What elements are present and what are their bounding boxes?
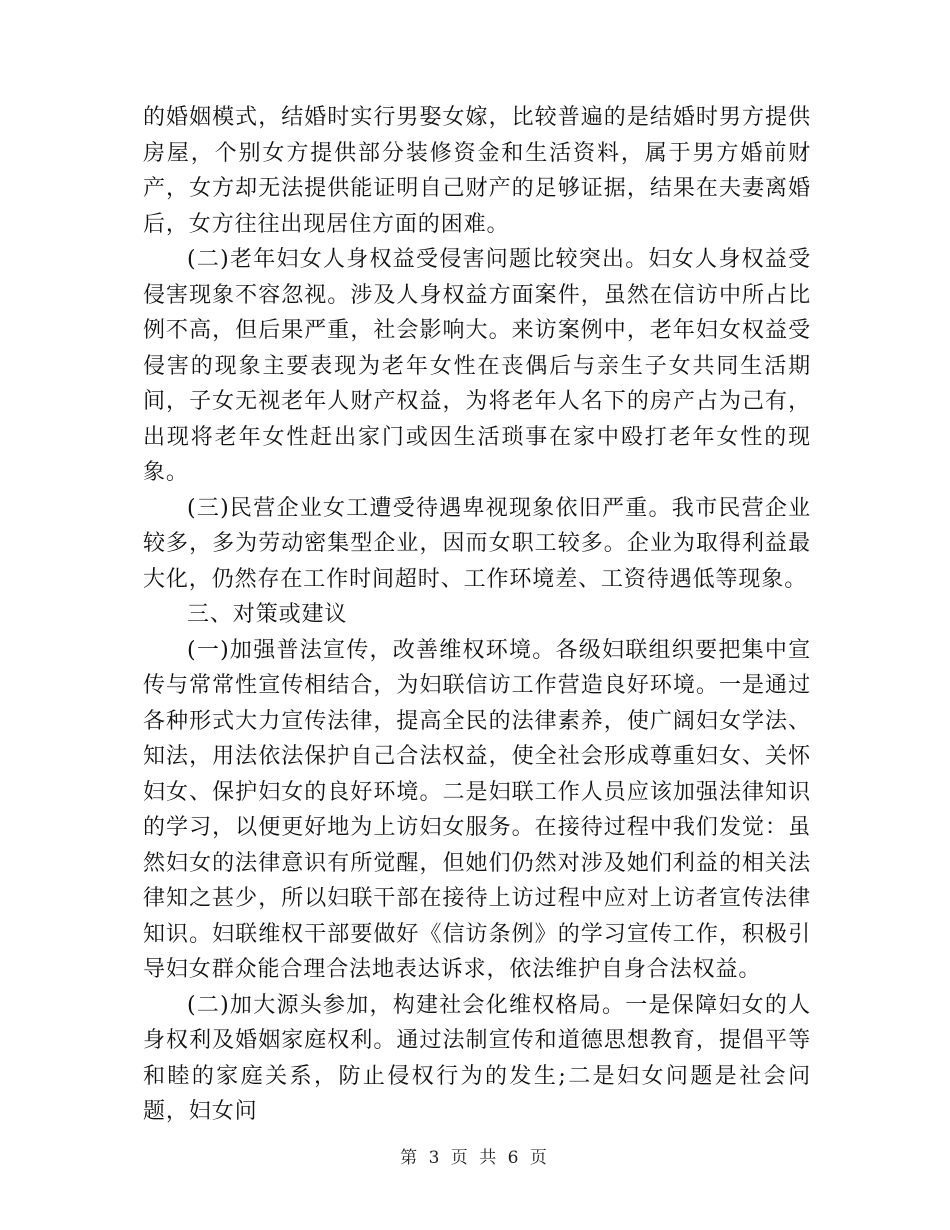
paragraph-continuation: 的婚姻模式，结婚时实行男娶女嫁，比较普遍的是结婚时男方提供房屋，个别女方提供部分装修资金和生活资料，属于男方婚前财产，女方却无法提供能证明自己财产的足够证据，结果在夫妻离婚后，女方往往出现居住方面的困难。 <box>143 105 811 237</box>
paragraph-legal-publicity: (一)加强普法宣传，改善维权环境。各级妇联组织要把集中宣传与常常性宣传相结合，为妇联信访工作营造良好环境。一是通过各种形式大力宣传法律，提高全民的法律素养，使广阔妇女学法、知法，用法依法保护自己合法权益，使全社会形成尊重妇女、关怀妇女、保护妇女的良好环境。二是妇联工作人员应该加强法律知识的学习，以便更好地为上访妇女服务。在接待过程中我们发觉：虽然妇女的法律意识有所觉醒，但她们仍然对涉及她们利益的相关法律知之甚少，所以妇联干部在接待上访过程中应对上访者宣传法律知识。妇联维权干部要做好《信访条例》的学习宣传工作，积极引导妇女群众能合理合法地表达诉求，依法维护自身合法权益。 <box>143 637 811 982</box>
section-heading-countermeasures: 三、对策或建议 <box>187 602 348 627</box>
document-body <box>143 100 811 1130</box>
paragraph-elderly-women-rights: (二)老年妇女人身权益受侵害问题比较突出。妇女人身权益受侵害现象不容忽视。涉及人身权益方面案件，虽然在信访中所占比例不高，但后果严重，社会影响大。来访案例中，老年妇女权益受侵害的现象主要表现为老年女性在丧偶后与亲生子女共同生活期间，子女无视老年人财产权益，为将老年人名下的房产占为己有，出现将老年女性赶出家门或因生活琐事在家中殴打老年女性的现象。 <box>143 247 811 485</box>
paragraph-private-enterprise-workers: (三)民营企业女工遭受待遇卑视现象依旧严重。我市民营企业较多，多为劳动密集型企业，因而女职工较多。企业为取得利益最大化，仍然存在工作时间超时、工作环境差、工资待遇低等现象。 <box>143 495 811 592</box>
paragraph-source-participation: (二)加大源头参加，构建社会化维权格局。一是保障妇女的人身权利及婚姻家庭权利。通过法制宣传和道德思想教育，提倡平等和睦的家庭关系，防止侵权行为的发生;二是妇女问题是社会问题，妇女问 <box>143 992 811 1124</box>
page-number-footer: 第 3 页 共 6 页 <box>400 1148 550 1168</box>
